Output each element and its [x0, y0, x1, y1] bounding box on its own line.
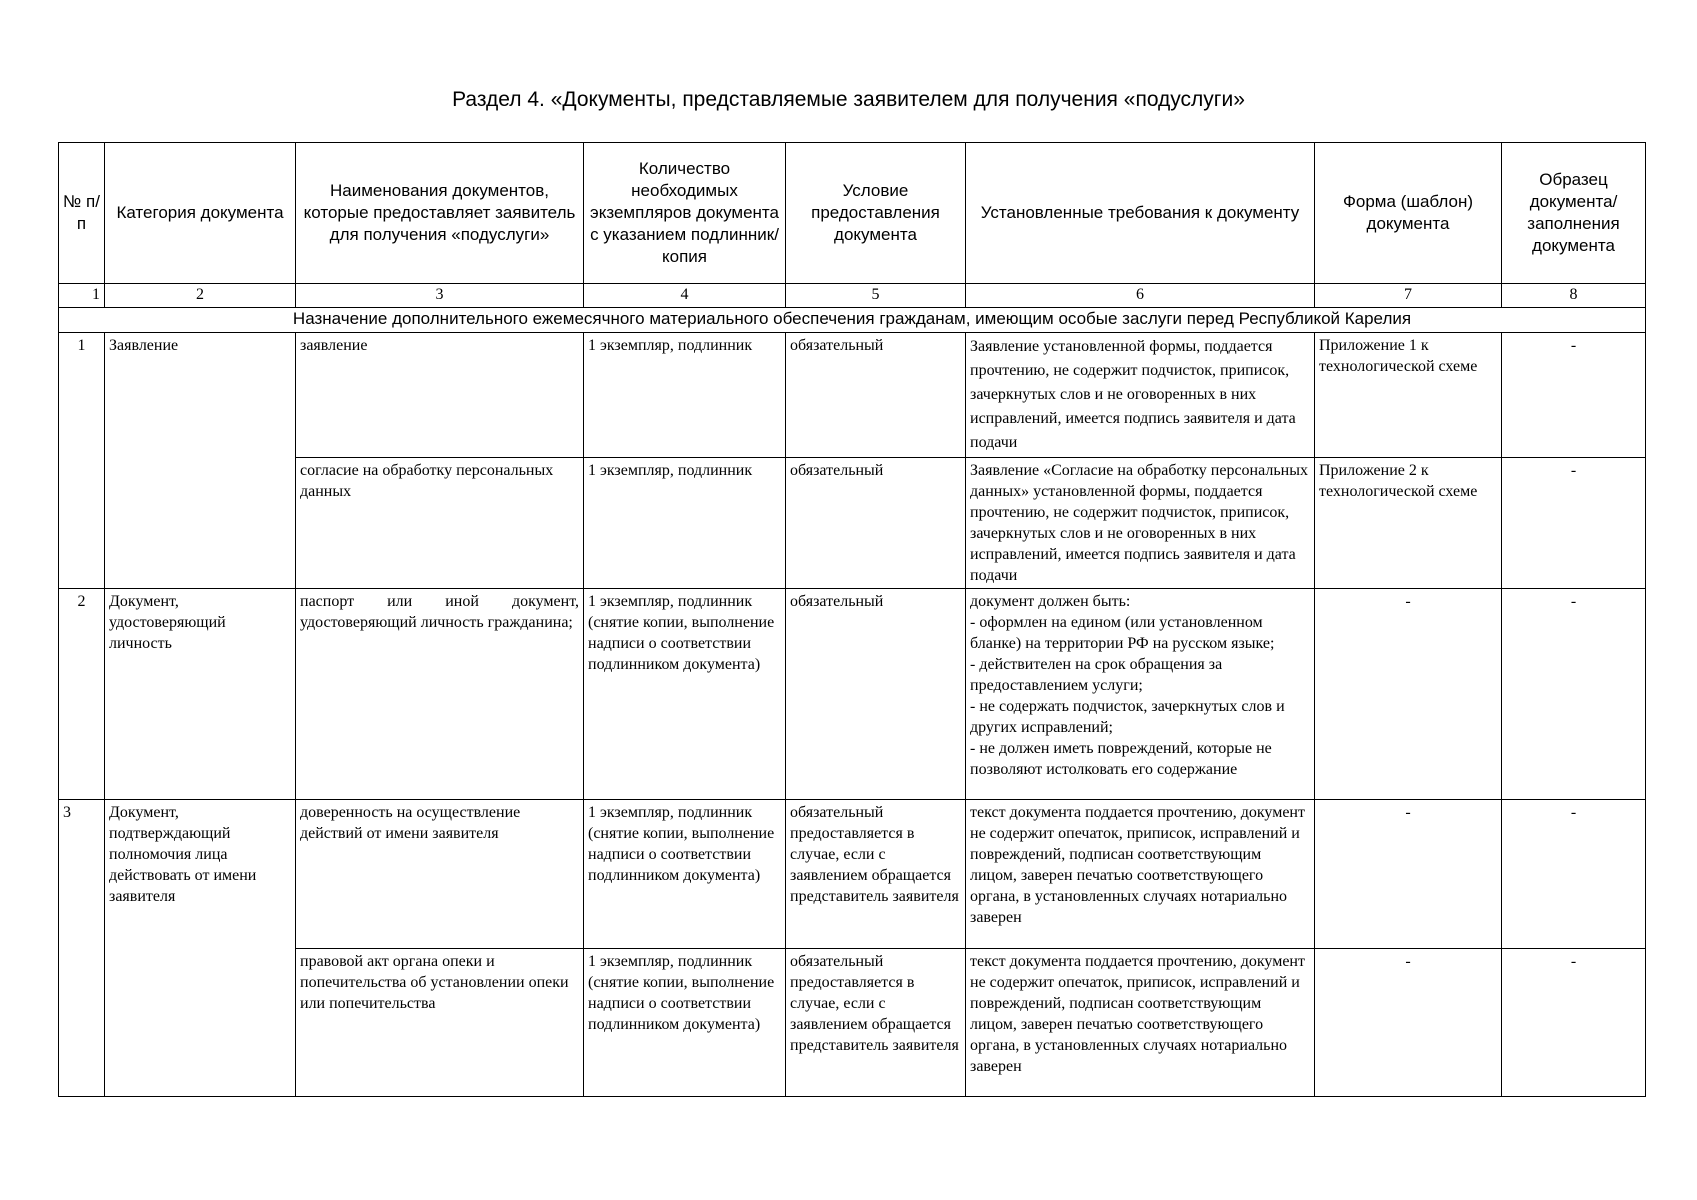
page-title: Раздел 4. «Документы, представляемые заявителем для получения «подуслуги»: [452, 88, 1245, 111]
document-name: паспорт или иной документ, удостоверяющий личность гражданина;: [296, 589, 584, 800]
row-category: Заявление: [105, 333, 296, 589]
table-row: [59, 800, 1646, 949]
document-condition: обязательный: [786, 458, 966, 589]
header-document-names: Наименования документов, которые предоставляет заявитель для получения «подуслуги»: [296, 143, 584, 284]
column-numbers-row: [59, 284, 1646, 308]
document-sample: -: [1502, 800, 1646, 949]
document-sample: -: [1502, 949, 1646, 1097]
row-category: Документ, подтверждающий полномочия лица действовать от имени заявителя: [105, 800, 296, 1097]
document-name: заявление: [296, 333, 584, 458]
document-name: доверенность на осуществление действий от имени заявителя: [296, 800, 584, 949]
header-row: [59, 143, 1646, 284]
table-row: [59, 458, 1646, 589]
document-quantity: 1 экземпляр, подлинник (снятие копии, выполнение надписи о соответствии подлинником документа): [584, 949, 786, 1097]
document-form: -: [1315, 949, 1502, 1097]
document-sample: -: [1502, 589, 1646, 800]
document-quantity: 1 экземпляр, подлинник (снятие копии, выполнение надписи о соответствии подлинником документа): [584, 800, 786, 949]
column-number: 8: [1502, 284, 1646, 308]
document-condition: обязательный: [786, 589, 966, 800]
column-number: 5: [786, 284, 966, 308]
document-sample: -: [1502, 333, 1646, 458]
column-number: 4: [584, 284, 786, 308]
document-quantity: 1 экземпляр, подлинник: [584, 458, 786, 589]
document-name: правовой акт органа опеки и попечительства об установлении опеки или попечительства: [296, 949, 584, 1097]
row-category: Документ, удостоверяющий личность: [105, 589, 296, 800]
header-form: Форма (шаблон) документа: [1315, 143, 1502, 284]
document-requirements: текст документа поддается прочтению, документ не содержит опечаток, приписок, исправлений и повреждений, подписан соответствующим лицом, заверен печатью соответствующего органа, в установленных случаях нотариально заверен: [966, 800, 1315, 949]
document-requirements: Заявление установленной формы, поддается прочтению, не содержит подчисток, приписок, зачеркнутых слов и не оговоренных в них исправлений, имеется подпись заявителя и дата подачи: [966, 333, 1315, 458]
header-condition: Условие предоставления документа: [786, 143, 966, 284]
column-number: 2: [105, 284, 296, 308]
document-quantity: 1 экземпляр, подлинник: [584, 333, 786, 458]
header-number: № п/п: [59, 143, 105, 284]
header-sample: Образец документа/заполнения документа: [1502, 143, 1646, 284]
table-row: [59, 589, 1646, 800]
document-requirements: Заявление «Согласие на обработку персональных данных» установленной формы, поддается прочтению, не содержит подчисток, приписок, зачеркнутых слов и не оговоренных в них исправлений, имеется подпись заявителя и дата подачи: [966, 458, 1315, 589]
document-form: Приложение 1 к технологической схеме: [1315, 333, 1502, 458]
document-form: -: [1315, 589, 1502, 800]
column-number: 6: [966, 284, 1315, 308]
row-number: 2: [59, 589, 105, 800]
document-quantity: 1 экземпляр, подлинник (снятие копии, выполнение надписи о соответствии подлинником документа): [584, 589, 786, 800]
document-name: согласие на обработку персональных данных: [296, 458, 584, 589]
document-requirements: документ должен быть: - оформлен на едином (или установленном бланке) на территории РФ на русском языке; - действителен на срок обращения за предоставлением услуги; - не содержать подчисток, зачеркнутых слов и других исправлений; - не должен иметь повреждений, которые не позволяют истолковать его содержание: [966, 589, 1315, 800]
document-sample: -: [1502, 458, 1646, 589]
row-number: 1: [59, 333, 105, 589]
table-row: [59, 949, 1646, 1097]
document-condition: обязательный предоставляется в случае, если с заявлением обращается представитель заявителя: [786, 800, 966, 949]
document-requirements: текст документа поддается прочтению, документ не содержит опечаток, приписок, исправлений и повреждений, подписан соответствующим лицом, заверен печатью соответствующего органа, в установленных случаях нотариально заверен: [966, 949, 1315, 1097]
table-row: [59, 333, 1646, 458]
document-condition: обязательный предоставляется в случае, если с заявлением обращается представитель заявителя: [786, 949, 966, 1097]
document-form: Приложение 2 к технологической схеме: [1315, 458, 1502, 589]
header-requirements: Установленные требования к документу: [966, 143, 1315, 284]
column-number: 3: [296, 284, 584, 308]
row-number: 3: [59, 800, 105, 1097]
document-form: -: [1315, 800, 1502, 949]
document-condition: обязательный: [786, 333, 966, 458]
column-number: 7: [1315, 284, 1502, 308]
header-category: Категория документа: [105, 143, 296, 284]
section-title: Назначение дополнительного ежемесячного материального обеспечения гражданам, имеющим особые заслуги перед Республикой Карелия: [59, 308, 1646, 333]
section-row: [59, 308, 1646, 333]
column-number: 1: [59, 284, 105, 308]
header-quantity: Количество необходимых экземпляров документа с указанием подлинник/копия: [584, 143, 786, 284]
documents-table: [58, 142, 1646, 1097]
